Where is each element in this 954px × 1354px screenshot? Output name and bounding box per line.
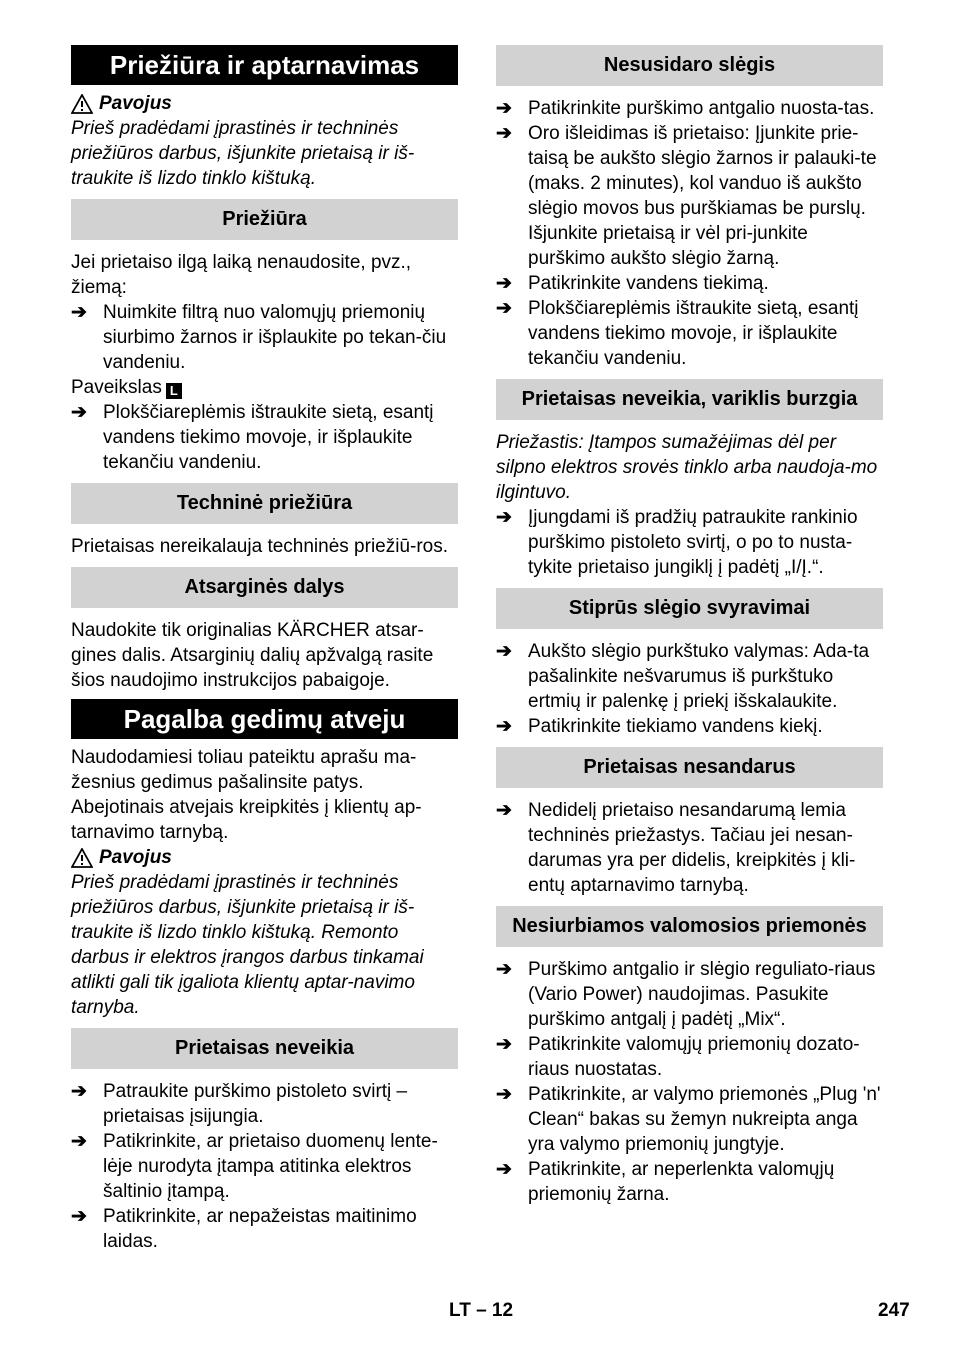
list-item: ➔ Nedidelį prietaiso nesandarumą lemia techninės priežastys. Tačiau jei nesan-darumas yra per didelis, kreipkitės į kli-entų aptarnavimo tarnybą. — [496, 800, 856, 896]
list-item: ➔ Oro išleidimas iš prietaiso: Įjunkite prie-taisą be aukšto slėgio žarnos ir palauki-te (maks. 2 minutes), kol vanduo iš aukšto slėgio movos bus purškiamas be purslų. Išjunkite prietaisą ir vėl pri-junkite purškimo aukšto slėgio žarną. — [496, 123, 877, 269]
technical-care-text: Prietaisas nereikalauja techninės priežiū-ros. — [71, 536, 449, 557]
footer-language-page: LT – 12 — [449, 1300, 514, 1321]
arrow-icon: ➔ — [496, 959, 512, 980]
arrow-icon: ➔ — [496, 800, 512, 821]
arrow-icon: ➔ — [496, 641, 512, 662]
list-item: ➔ Plokščiareplėmis ištraukite sietą, esantį vandens tiekimo movoje, ir išplaukite tekančiu vandeniu. — [496, 298, 859, 369]
warning-text: Prieš pradėdami įprastinės ir techninės priežiūros darbus, išjunkite prietaisą ir iš-traukite iš lizdo tinklo kištuką. Remonto darbus ir elektros įrangos darbus tinkamai atlikti gali tik įgaliota klientų aptar-navimo tarnyba. — [71, 872, 424, 1018]
heading-maintenance: Priežiūra ir aptarnavimas — [71, 45, 458, 85]
list-item: ➔ Patikrinkite, ar prietaiso duomenų lente-lėje nurodyta įtampa atitinka elektros šaltinio įtampą. — [71, 1131, 438, 1202]
list-item: ➔ Patikrinkite, ar neperlenkta valomųjų priemonių žarna. — [496, 1159, 835, 1205]
care-intro: Jei prietaiso ilgą laiką nenaudosite, pvz., žiemą: — [71, 252, 412, 298]
arrow-icon: ➔ — [496, 1034, 512, 1055]
list-item: ➔ Aukšto slėgio purkštuko valymas: Ada-ta pašalinkite nešvarumus iš purkštuko ertmių ir palenkę į priekį išskalaukite. — [496, 641, 870, 712]
list-item: ➔ Patikrinkite tiekiamo vandens kiekį. — [496, 716, 823, 737]
heading-spare-parts: Atsarginės dalys — [71, 567, 458, 608]
heading-pressure-fluctuations: Stiprūs slėgio svyravimai — [496, 588, 883, 629]
heading-no-pressure: Nesusidaro slėgis — [496, 45, 883, 86]
list-item: ➔ Plokščiareplėmis ištraukite sietą, esantį vandens tiekimo movoje, ir išplaukite tekančiu vandeniu. — [71, 402, 434, 473]
troubleshooting-intro: Naudodamiesi toliau pateiktu aprašu ma-žesnius gedimus pašalinsite patys. Abejotinais atvejais kreipkitės į klientų ap-tarnavimo tarnybą. — [71, 747, 422, 843]
list-item: ➔ Patikrinkite, ar valymo priemonės „Plug 'n' Clean“ bakas su žemyn nukreipta anga yra valymo priemonių jungtyje. — [496, 1084, 881, 1155]
footer-page-number: 247 — [878, 1300, 910, 1321]
heading-care: Priežiūra — [71, 199, 458, 240]
arrow-icon: ➔ — [496, 1159, 512, 1180]
list-item: ➔ Patikrinkite vandens tiekimą. — [496, 273, 769, 294]
arrow-icon: ➔ — [496, 98, 512, 119]
warning-triangle-icon — [71, 94, 93, 114]
warning-label: Pavojus — [71, 91, 458, 116]
arrow-icon: ➔ — [71, 1131, 87, 1152]
right-column — [496, 45, 883, 1207]
arrow-icon: ➔ — [496, 716, 512, 737]
list-item: ➔ Purškimo antgalio ir slėgio reguliato-riaus (Vario Power) naudojimas. Pasukite purškimo antgalį į padėtį „Mix“. — [496, 959, 876, 1030]
arrow-icon: ➔ — [71, 1081, 87, 1102]
list-item: ➔ Patikrinkite, ar nepažeistas maitinimo laidas. — [71, 1206, 417, 1252]
arrow-icon: ➔ — [71, 302, 87, 323]
heading-troubleshooting: Pagalba gedimų atveju — [71, 699, 458, 739]
arrow-icon: ➔ — [71, 1206, 87, 1227]
list-item: ➔ Patikrinkite purškimo antgalio nuosta-tas. — [496, 98, 875, 119]
list-item: ➔ Patikrinkite valomųjų priemonių dozato-riaus nuostatas. — [496, 1034, 860, 1080]
spare-parts-text: Naudokite tik originalias KÄRCHER atsar-gines dalis. Atsarginių dalių apžvalgą rasite šios naudojimo instrukcijos pabaigoje. — [71, 620, 434, 691]
heading-device-not-working: Prietaisas neveikia — [71, 1028, 458, 1069]
heading-detergent-not-sucked: Nesiurbiamos valomosios priemonės — [496, 906, 883, 947]
arrow-icon: ➔ — [71, 402, 87, 423]
arrow-icon: ➔ — [496, 298, 512, 319]
list-item: ➔ Įjungdami iš pradžių patraukite rankinio purškimo pistoleto svirtį, o po to nusta-tykite prietaiso jungiklį į padėtį „I/Į.“. — [496, 507, 858, 578]
list-item: ➔ Nuimkite filtrą nuo valomųjų priemonių siurbimo žarnos ir išplaukite po tekan-čiu vandeniu. — [71, 302, 447, 373]
figure-reference: Paveikslas L — [71, 375, 458, 400]
arrow-icon: ➔ — [496, 123, 512, 144]
heading-device-leaking: Prietaisas nesandarus — [496, 747, 883, 788]
left-column — [71, 45, 458, 1254]
warning-text: Prieš pradėdami įprastinės ir techninės priežiūros darbus, išjunkite prietaisą ir iš-traukite iš lizdo tinklo kištuką. — [71, 118, 415, 189]
warning-label: Pavojus — [71, 845, 458, 870]
list-item: ➔ Patraukite purškimo pistoleto svirtį – prietaisas įsijungia. — [71, 1081, 408, 1127]
motor-cause: Priežastis: Įtampos sumažėjimas dėl per silpno elektros srovės tinklo arba naudoja-mo ilgintuvo. — [496, 432, 878, 503]
heading-motor-hums: Prietaisas neveikia, variklis burzgia — [496, 379, 883, 420]
arrow-icon: ➔ — [496, 507, 512, 528]
heading-technical-care: Techninė priežiūra — [71, 483, 458, 524]
arrow-icon: ➔ — [496, 273, 512, 294]
warning-triangle-icon — [71, 848, 93, 868]
figure-letter-box: L — [166, 383, 182, 399]
arrow-icon: ➔ — [496, 1084, 512, 1105]
